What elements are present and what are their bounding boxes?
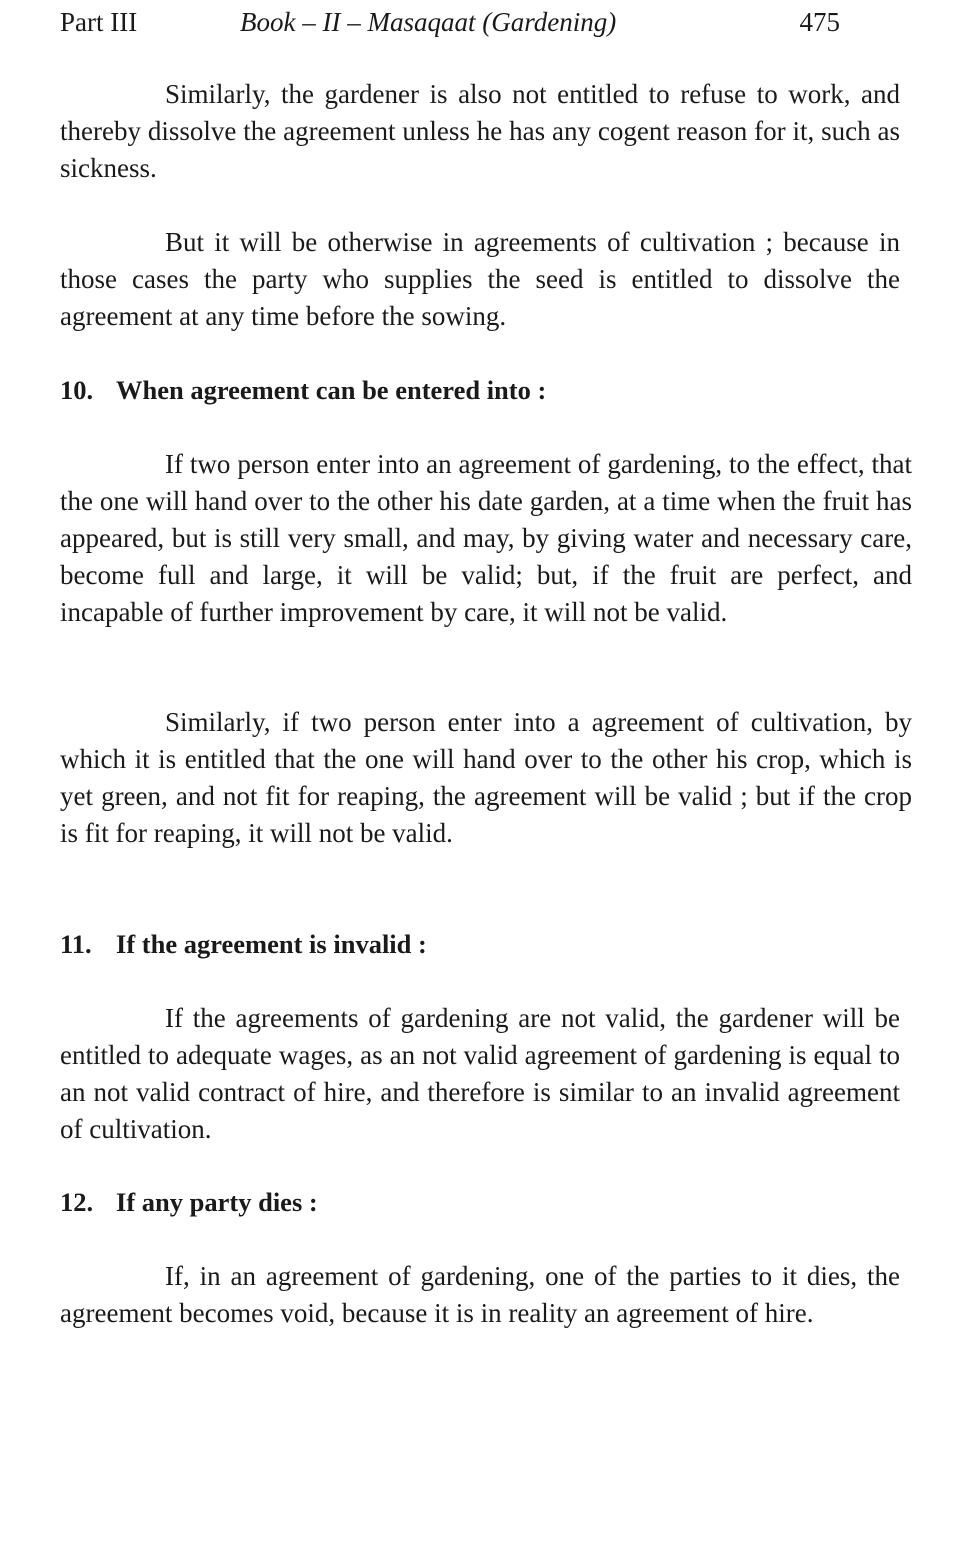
- page-number: 475: [799, 7, 840, 37]
- paragraph-3-block: [60, 446, 912, 631]
- header-book-title: Book – II – Masaqaat (Gardening): [240, 7, 617, 37]
- section-12-title: If any party dies :: [116, 1187, 318, 1217]
- section-11-heading-block: [60, 926, 912, 963]
- paragraph-4-block: [60, 704, 912, 852]
- paragraph-2-block: [60, 224, 900, 335]
- section-10-number: 10.: [60, 375, 94, 405]
- paragraph-1: Similarly, the gardener is also not entitled to refuse to work, and thereby dissolve the agreement unless he has any cogent reason for it, such as sickness.: [60, 79, 900, 183]
- paragraph-2: But it will be otherwise in agreements of cultivation ; because in those cases the party who supplies the seed is entitled to dissolve the agreement at any time before the sowing.: [60, 227, 900, 331]
- section-10-heading-block: [60, 372, 912, 409]
- section-11-title: If the agreement is invalid :: [116, 929, 427, 959]
- paragraph-6: If, in an agreement of gardening, one of the parties to it dies, the agreement becomes void, because it is in reality an agreement of hire.: [60, 1261, 900, 1328]
- section-10-title: When agreement can be entered into :: [116, 375, 547, 405]
- section-12-number: 12.: [60, 1187, 94, 1217]
- section-12-heading: [60, 1184, 912, 1221]
- section-10-heading: [60, 372, 912, 409]
- section-11-heading: [60, 926, 912, 963]
- paragraph-4: Similarly, if two person enter into a agreement of cultivation, by which it is entitled that the one will hand over to the other his crop, which is yet green, and not fit for reaping, the agreement will be valid ; but if the crop is fit for reaping, it will not be valid.: [60, 707, 912, 848]
- header-part: Part III: [60, 7, 138, 37]
- running-header: [60, 4, 840, 40]
- paragraph-3: If two person enter into an agreement of gardening, to the effect, that the one will hand over to the other his date garden, at a time when the fruit has appeared, but is still very small, and may, by giving water and necessary care, become full and large, it will be valid; but, if the fruit are perfect, and incapable of further improvement by care, it will not be valid.: [60, 449, 912, 627]
- paragraph-1-block: [60, 76, 900, 187]
- paragraph-6-block: [60, 1258, 900, 1332]
- paragraph-5-block: [60, 1000, 900, 1148]
- section-12-heading-block: [60, 1184, 912, 1221]
- section-11-number: 11.: [60, 929, 92, 959]
- paragraph-5: If the agreements of gardening are not valid, the gardener will be entitled to adequate wages, as an not valid agreement of gardening is equal to an not valid contract of hire, and therefore is similar to an invalid agreement of cultivation.: [60, 1003, 900, 1144]
